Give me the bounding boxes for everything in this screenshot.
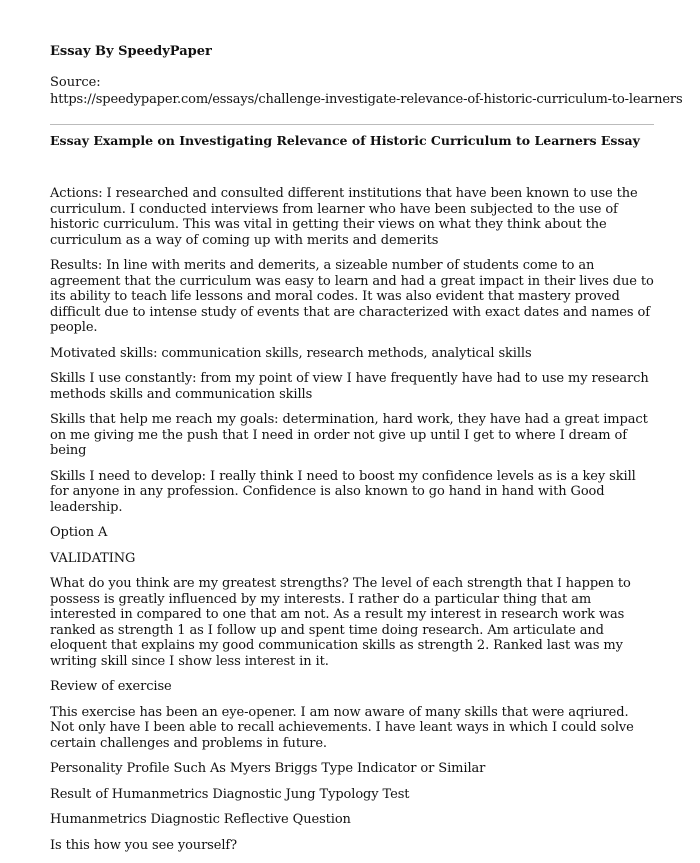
source-block xyxy=(50,74,682,108)
paragraph: Skills I use constantly: from my point of view I have frequently have had to use my research methods skills and communication skills xyxy=(50,371,649,402)
divider xyxy=(50,124,654,125)
paragraph: Result of Humanmetrics Diagnostic Jung Typology Test xyxy=(50,786,410,802)
paragraph: Skills I need to develop: I really think I need to boost my confidence levels as is a key skill for anyone in any profession. Confidence is also known to go hand in hand with Good leadership. xyxy=(50,468,636,515)
paragraph: What do you think are my greatest strengths? The level of each strength that I happen to possess is greatly influenced by my interests. I rather do a particular thing that am interested in compared to one that am not. As a result my interest in research work was ranked as strength 1 as I follow up and spent time doing research. Am articulate and eloquent that explains my good communication skills as strength 2. Ranked last was my writing skill since I show less interest in it. xyxy=(50,576,631,669)
paragraph: Option A xyxy=(50,525,108,540)
paragraph: Skills that help me reach my goals: determination, hard work, they have had a great impact on me giving me the push that I need in order not give up until I get to where I dream of being xyxy=(50,412,648,458)
essay-body xyxy=(50,186,654,863)
paragraph: Personality Profile Such As Myers Briggs Type Indicator or Similar xyxy=(50,761,486,776)
paragraph: This exercise has been an eye-opener. I am now aware of many skills that were aqriured. Not only have I been able to recall achievements. I have leant ways in which I could solve certain challenges and problems in future. xyxy=(50,704,634,751)
paragraph: Motivated skills: communication skills, research methods, analytical skills xyxy=(50,345,532,361)
source-label: Source: xyxy=(50,75,101,90)
source-url: https://speedypaper.com/essays/challenge-investigate-relevance-of-historic-curriculum-to-learners xyxy=(50,92,683,107)
paragraph: Results: In line with merits and demerits, a sizeable number of students come to an agreement that the curriculum was easy to learn and had a great impact in their lives due to its ability to teach life lessons and moral codes. It was also evident that mastery proved difficult due to intense study of events that are characterized with exact dates and names of people. xyxy=(50,258,654,335)
paragraph: VALIDATING xyxy=(50,550,136,566)
paragraph: Is this how you see yourself? xyxy=(50,837,237,853)
brand-heading: Essay By SpeedyPaper xyxy=(50,44,212,59)
paragraph: Actions: I researched and consulted different institutions that have been known to use the curriculum. I conducted interviews from learner who have been subjected to the use of historic curriculum. This was vital in getting their views on what they think about the curriculum as a way of coming up with merits and demerits xyxy=(50,186,638,248)
paragraph: Humanmetrics Diagnostic Reflective Question xyxy=(50,812,351,827)
essay-title: Essay Example on Investigating Relevance of Historic Curriculum to Learners Essay xyxy=(50,133,640,148)
paragraph: Review of exercise xyxy=(50,679,172,694)
